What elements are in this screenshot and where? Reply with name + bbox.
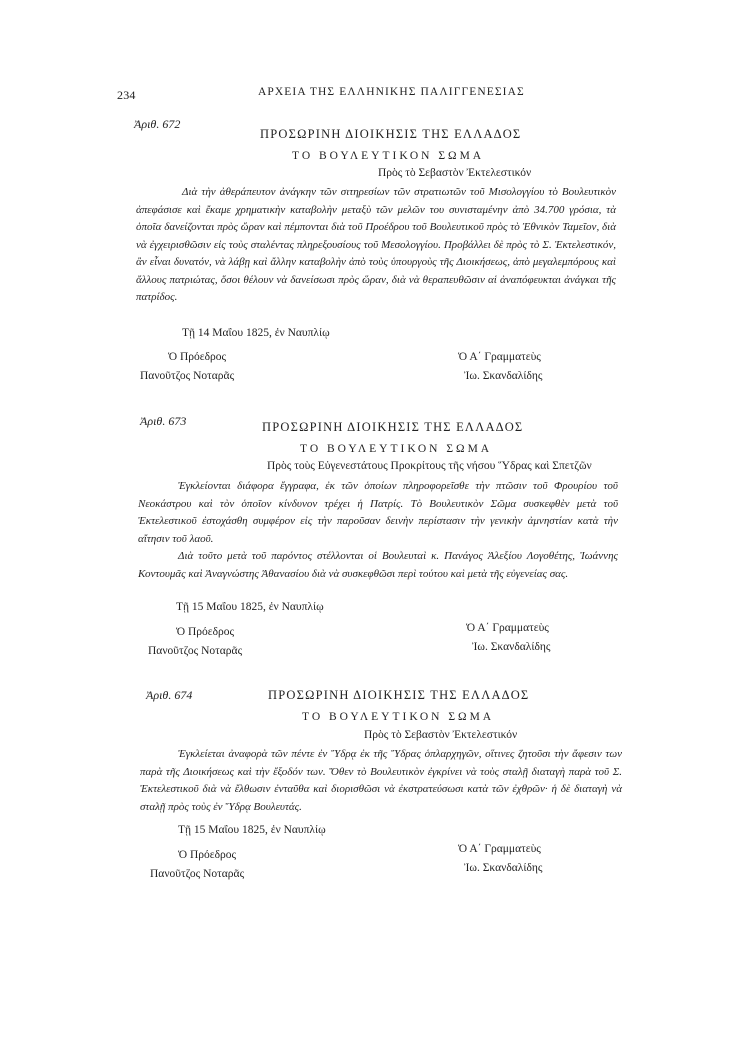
signature-role: Ὁ Πρόεδρος bbox=[176, 626, 235, 638]
signature-role: Ὁ Α΄ Γραμματεὺς bbox=[466, 622, 549, 634]
signature-name: Πανοῦτζος Νοταρᾶς bbox=[148, 645, 243, 657]
issuing-body: ΤΟ ΒΟΥΛΕΥΤΙΚΟΝ ΣΩΜΑ bbox=[292, 150, 485, 162]
document-number: Ἀριθ. 673 bbox=[140, 414, 187, 428]
paragraph: Ἐγκλείεται ἀναφορὰ τῶν πέντε ἐν Ὕδρᾳ ἐκ τῆς Ὕδρας ὁπλαρχηγῶν, οἵτινες ζητοῦσι τὴν ἄφεσιν των παρὰ τῆς Διοικήσεως καὶ τὴν ἔξοδόν των. Ὅθεν τὸ Βουλευτικὸν ἐγκρίνει νὰ τοὺς σταλῇ διαταγὴ παρὰ τοῦ Σ. Ἐκτελεστικοῦ διὰ νὰ ἔλθωσιν ἐνταῦθα καὶ διορισθῶσι νὰ ἐκστρατεύσωσι κατὰ τῶν ἐχθρῶν· ἡ δὲ διαταγὴ νὰ σταλῇ πρὸς τοὺς ἐν Ὕδρᾳ Βουλευτάς. bbox=[140, 748, 622, 813]
addressee: Πρὸς τὸ Σεβαστὸν Ἐκτελεστικόν bbox=[364, 729, 518, 741]
paragraph: Ἐγκλείονται διάφορα ἔγγραφα, ἐκ τῶν ὁποίων πληροφορεῖσθε τὴν πτῶσιν τοῦ Φρουρίου τοῦ Νεοκάστρου καὶ τὸν ὁποῖον κίνδυνον τρέχει ἡ Πατρίς. Τὸ Βουλευτικὸν Σῶμα συσκεφθὲν μετὰ τοῦ Ἐκτελεστικοῦ ἐστοχάσθη συμφέρον εἰς τὴν παροῦσαν δεινὴν περίστασιν τὴν γενικὴν ἀμνηστίαν κατὰ τὴν αἴτησιν τοῦ λαοῦ. bbox=[138, 480, 618, 545]
date-place: Τῇ 15 Μαΐου 1825, ἐν Ναυπλίῳ bbox=[176, 601, 324, 613]
document-number: Ἀριθ. 672 bbox=[134, 117, 181, 131]
paragraph: Διὰ τὴν ἀθεράπευτον ἀνάγκην τῶν σιτηρεσίων τῶν στρατιωτῶν τοῦ Μισολογγίου τὸ Βουλευτικὸν ἀπεφάσισε καὶ ἔκαμε χρηματικὴν καταβολὴν μεταξὺ τῶν μελῶν του συνισταμένην ἀπὸ 34.700 γρόσια, τὰ ὁποῖα δανείζονται πρὸς ὥραν καὶ πέμπονται διὰ τοῦ Προέδρου τοῦ Βουλευτικοῦ πρὸς τὸ Ἐθνικὸν Ταμεῖον, διὰ νὰ ἐγχειρισθῶσιν εἰς τοὺς σταλέντας πληρεξουσίους τοῦ Μεσολογγίου. Προβάλλει δὲ πρὸς τὸ Σ. Ἐκτελεστικόν, ἂν εἶναι δυνατόν, νὰ λάβῃ καὶ ἄλλην καταβολὴν ἀπὸ τοὺς ὑπουργοὺς τῆς Διοικήσεως, ἀπὸ μεγαλεμπόρους καὶ ἄλλους πατριώτας, ὅσοι θέλουν νὰ δανείσωσι πρὸς ὥραν, διὰ νὰ θεραπευθῶσιν αἱ ἀναπόφευκται ἀνάγκαι τῆς πατρίδος. bbox=[136, 186, 616, 303]
signature-role: Ὁ Πρόεδρος bbox=[178, 849, 237, 861]
secretary-signature bbox=[458, 348, 542, 386]
running-head: ΑΡΧΕΙΑ ΤΗΣ ΕΛΛΗΝΙΚΗΣ ΠΑΛΙΓΓΕΝΕΣΙΑΣ bbox=[258, 86, 525, 98]
secretary-signature bbox=[466, 619, 550, 657]
issuing-body: ΤΟ ΒΟΥΛΕΥΤΙΚΟΝ ΣΩΜΑ bbox=[300, 443, 493, 455]
document-title: ΠΡΟΣΩΡΙΝΗ ΔΙΟΙΚΗΣΙΣ ΤΗΣ ΕΛΛΑΔΟΣ bbox=[262, 420, 524, 434]
signature-role: Ὁ Α΄ Γραμματεὺς bbox=[458, 351, 541, 363]
document-number: Ἀριθ. 674 bbox=[146, 688, 193, 702]
signature-name: Πανοῦτζος Νοταρᾶς bbox=[140, 370, 235, 382]
date-place: Τῇ 14 Μαΐου 1825, ἐν Ναυπλίῳ bbox=[182, 327, 330, 339]
document-title: ΠΡΟΣΩΡΙΝΗ ΔΙΟΙΚΗΣΙΣ ΤΗΣ ΕΛΛΑΔΟΣ bbox=[268, 688, 530, 702]
signature-name: Πανοῦτζος Νοταρᾶς bbox=[150, 868, 245, 880]
signature-name: Ἰω. Σκανδαλίδης bbox=[464, 370, 543, 382]
addressee: Πρὸς τὸ Σεβαστὸν Ἐκτελεστικόν bbox=[378, 167, 532, 179]
paragraph: Διὰ τοῦτο μετὰ τοῦ παρόντος στέλλονται οἱ Βουλευταὶ κ. Πανάγος Ἀλεξίου Λογοθέτης, Ἰωάννης Κοντουμᾶς καὶ Ἀναγνώστης Ἀθανασίου διὰ νὰ συσκεφθῶσι περὶ τούτου καὶ μετὰ τῆς εὐγενείας σας. bbox=[138, 550, 618, 580]
signature-name: Ἰω. Σκανδαλίδης bbox=[464, 862, 543, 874]
document-title: ΠΡΟΣΩΡΙΝΗ ΔΙΟΙΚΗΣΙΣ ΤΗΣ ΕΛΛΑΔΟΣ bbox=[260, 127, 522, 141]
page-number: 234 bbox=[117, 88, 136, 102]
signature-name: Ἰω. Σκανδαλίδης bbox=[472, 641, 551, 653]
signature-role: Ὁ Α΄ Γραμματεὺς bbox=[458, 843, 541, 855]
president-signature bbox=[150, 846, 245, 884]
signature-role: Ὁ Πρόεδρος bbox=[168, 351, 227, 363]
addressee: Πρὸς τοὺς Εὐγενεστάτους Προκρίτους τῆς νήσου Ὕδρας καὶ Σπετζῶν bbox=[267, 460, 592, 472]
secretary-signature bbox=[458, 840, 542, 878]
issuing-body: ΤΟ ΒΟΥΛΕΥΤΙΚΟΝ ΣΩΜΑ bbox=[302, 711, 495, 723]
date-place: Τῇ 15 Μαΐου 1825, ἐν Ναυπλίῳ bbox=[178, 824, 326, 836]
president-signature bbox=[140, 348, 235, 386]
president-signature bbox=[148, 623, 243, 661]
